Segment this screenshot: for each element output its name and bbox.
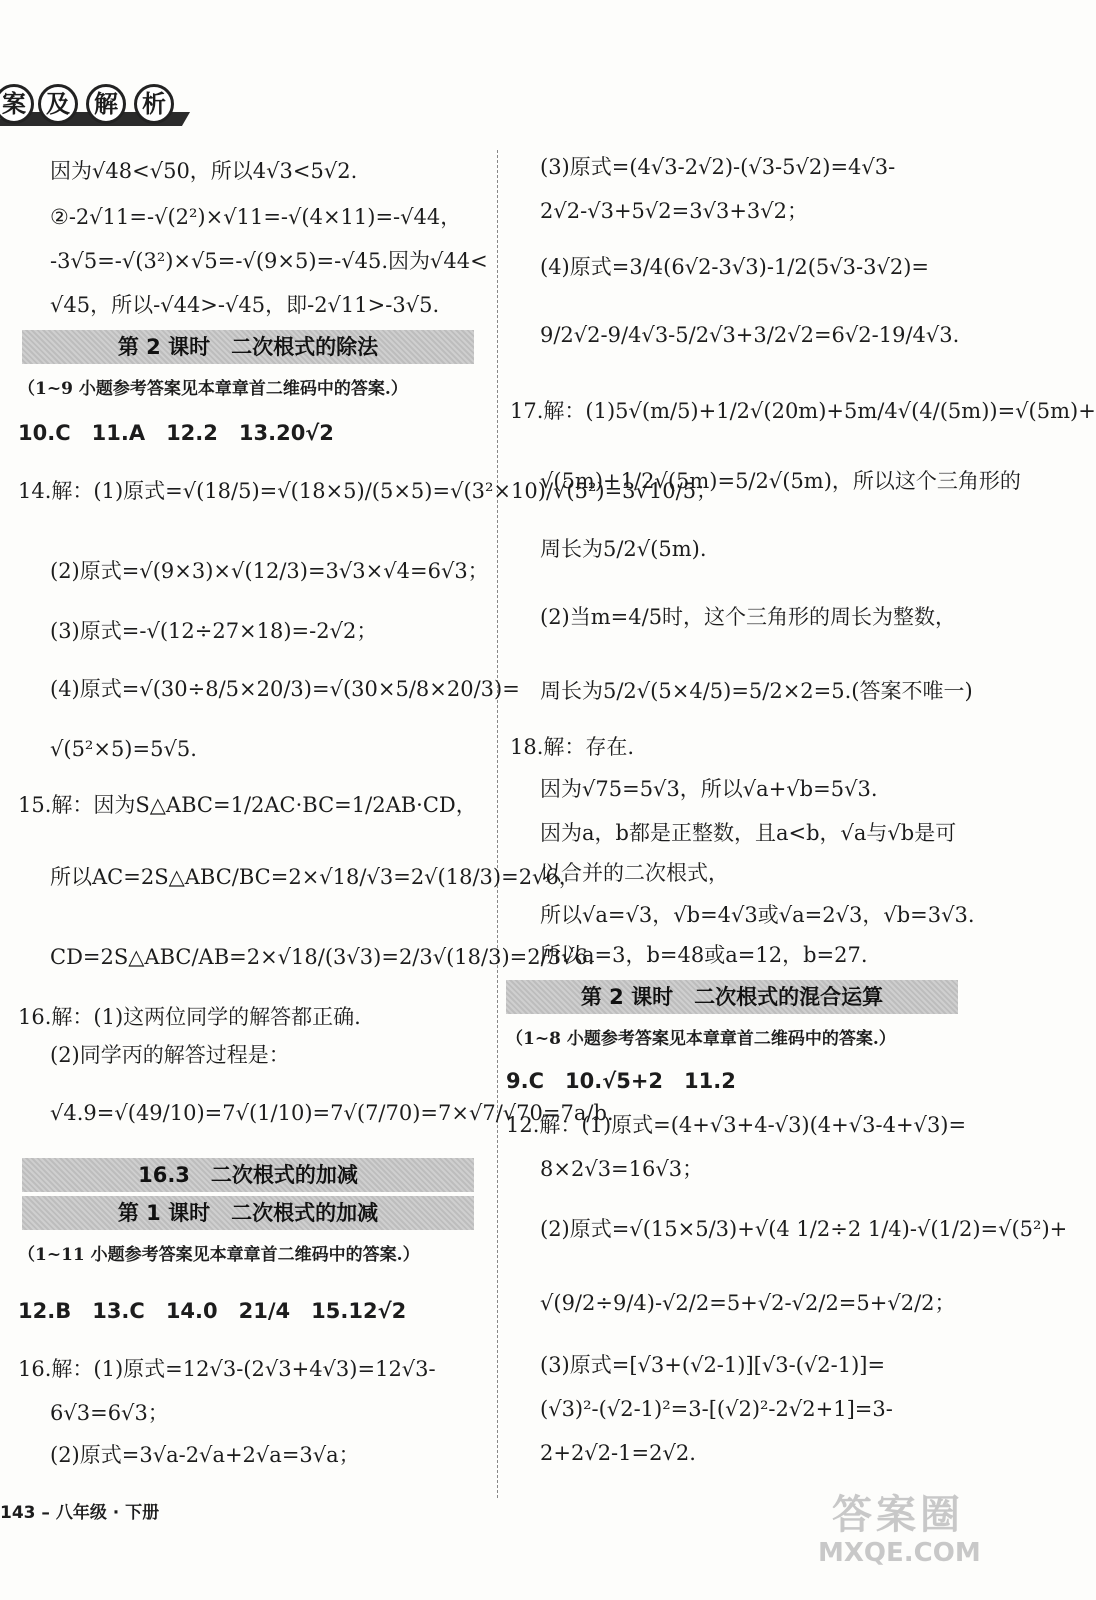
question-16: 16.解：(1)这两位同学的解答都正确. xyxy=(18,1005,361,1029)
lesson-banner: 第 2 课时 二次根式的混合运算 xyxy=(506,980,958,1014)
question-17: 17.解：(1)5√(m/5)+1/2√(20m)+5m/4√(4/(5m))=√(5m)+ xyxy=(510,399,1096,423)
text-line: √(9/2÷9/4)-√2/2=5+√2-√2/2=5+√2/2； xyxy=(540,1291,956,1315)
text-line: (2)原式=√(15×5/3)+√(4 1/2÷2 1/4)-√(1/2)=√(5²)+ xyxy=(540,1217,1068,1241)
text-line: 2√2-√3+5√2=3√3+3√2； xyxy=(540,199,809,223)
text-line: (2)当m=4/5时，这个三角形的周长为整数， xyxy=(540,605,957,629)
text-line: (√3)²-(√2-1)²=3-[(√2)²-2√2+1]=3- xyxy=(540,1397,893,1421)
question-15: 15.解：因为S△ABC=1/2AC·BC=1/2AB·CD， xyxy=(18,793,477,817)
text-line: 9/2√2-9/4√3-5/2√3+3/2√2=6√2-19/4√3. xyxy=(540,323,960,347)
text-line: -3√5=-√(3²)×√5=-√(9×5)=-√45.因为√44< xyxy=(50,249,488,273)
watermark-text: 答案圈 xyxy=(832,1492,964,1538)
text-line: √(5m)+1/2√(5m)=5/2√(5m)，所以这个三角形的 xyxy=(540,469,1021,493)
lesson-banner: 第 1 课时 二次根式的加减 xyxy=(22,1196,474,1230)
header-char: 析 xyxy=(134,84,174,124)
watermark-url: MXQE.COM xyxy=(818,1538,981,1568)
question-12: 12.解：(1)原式=(4+√3+4-√3)(4+√3-4+√3)= xyxy=(506,1113,967,1137)
text-line: (2)同学丙的解答过程是： xyxy=(50,1043,290,1067)
text-line: (4)原式=3/4(6√2-3√3)-1/2(5√3-3√2)= xyxy=(540,255,930,279)
text-line: 6√3=6√3； xyxy=(50,1401,169,1425)
answer-note: （1~9 小题参考答案见本章章首二维码中的答案.） xyxy=(18,379,408,399)
text-line: √4.9=√(49/10)=7√(1/10)=7√(7/70)=7×√7/√70=7a/b. xyxy=(50,1101,614,1125)
watermark xyxy=(818,1492,981,1574)
text-line: √45，所以-√44>-√45，即-2√11>-3√5. xyxy=(50,293,440,317)
answer-note: （1~11 小题参考答案见本章章首二维码中的答案.） xyxy=(18,1245,420,1265)
question-18: 18.解：存在. xyxy=(510,735,635,759)
text-line: 8×2√3=16√3； xyxy=(540,1157,704,1181)
choice-answers: 10.C 11.A 12.2 13.20√2 xyxy=(18,421,334,445)
text-line: 周长为5/2√(5×4/5)=5/2×2=5.(答案不唯一) xyxy=(540,679,973,703)
header-char: 及 xyxy=(38,84,78,124)
question-16b: 16.解：(1)原式=12√3-(2√3+4√3)=12√3- xyxy=(18,1357,436,1381)
text-line: 因为a，b都是正整数，且a<b，√a与√b是可 xyxy=(540,821,957,845)
grade-label: 八年级 · 下册 xyxy=(55,1503,160,1523)
text-line: (2)原式=3√a-2√a+2√a=3√a； xyxy=(50,1443,360,1467)
text-line: CD=2S△ABC/AB=2×√18/(3√3)=2/3√(18/3)=2/3√6. xyxy=(50,945,595,969)
question-14: 14.解：(1)原式=√(18/5)=√(18×5)/(5×5)=√(3²×10)/√(5²)=3√10/5； xyxy=(18,479,718,503)
text-line: 所以√a=√3，√b=4√3或√a=2√3，√b=3√3. xyxy=(540,903,975,927)
choice-answers: 9.C 10.√5+2 11.2 xyxy=(506,1069,736,1093)
text-line: 因为√48<√50，所以4√3<5√2. xyxy=(50,159,358,183)
answer-note: （1~8 小题参考答案见本章章首二维码中的答案.） xyxy=(506,1029,896,1049)
choice-answers: 12.B 13.C 14.0 21/4 15.12√2 xyxy=(18,1299,407,1323)
header-char: 解 xyxy=(86,84,126,124)
text-line: 周长为5/2√(5m). xyxy=(540,537,707,561)
text-line: (2)原式=√(9×3)×√(12/3)=3√3×√4=6√3； xyxy=(50,559,489,583)
footer-dash: – xyxy=(41,1503,56,1523)
page-number: 143 xyxy=(0,1503,36,1523)
page-header xyxy=(0,76,190,134)
lesson-banner: 第 2 课时 二次根式的除法 xyxy=(22,330,474,364)
text-line: (4)原式=√(30÷8/5×20/3)=√(30×5/8×20/3)= xyxy=(50,677,520,701)
text-line: 以合并的二次根式， xyxy=(540,861,729,885)
text-line: 所以AC=2S△ABC/BC=2×√18/√3=2√(18/3)=2√6， xyxy=(50,865,580,889)
text-line: (3)原式=-√(12÷27×18)=-2√2； xyxy=(50,619,378,643)
page-footer xyxy=(0,1498,159,1523)
column-divider xyxy=(497,150,498,1498)
text-line: 2+2√2-1=2√2. xyxy=(540,1441,696,1465)
text-line: √(5²×5)=5√5. xyxy=(50,737,197,761)
text-line: (3)原式=[√3+(√2-1)][√3-(√2-1)]= xyxy=(540,1353,886,1377)
text-line: ②-2√11=-√(2²)×√11=-√(4×11)=-√44， xyxy=(50,205,462,229)
header-char: 案 xyxy=(0,84,34,124)
text-line: 因为√75=5√3，所以√a+√b=5√3. xyxy=(540,777,878,801)
text-line: 所以a=3，b=48或a=12，b=27. xyxy=(540,943,868,967)
section-banner: 16.3 二次根式的加减 xyxy=(22,1158,474,1192)
text-line: (3)原式=(4√3-2√2)-(√3-5√2)=4√3- xyxy=(540,155,896,179)
